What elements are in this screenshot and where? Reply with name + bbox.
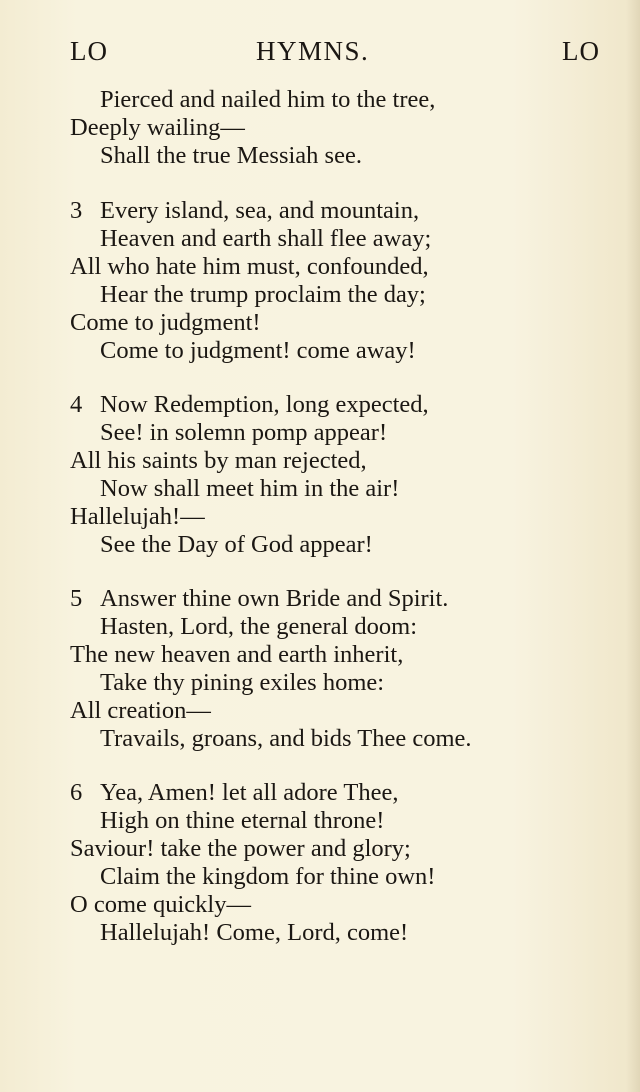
verse-line: Shall the true Messiah see.: [100, 142, 362, 169]
verse-line: Now shall meet him in the air!: [100, 475, 400, 502]
verse-line: See the Day of God appear!: [100, 531, 373, 558]
page-edge-shadow: [626, 0, 640, 1092]
running-head: [70, 36, 600, 70]
stanza-number: 4: [70, 391, 83, 418]
verse-line: Hear the trump proclaim the day;: [100, 281, 426, 308]
verse-line: Every island, sea, and mountain,: [100, 197, 420, 224]
running-head-title: HYMNS.: [256, 36, 370, 66]
verse-line: All his saints by man rejected,: [70, 447, 367, 474]
stanza-4: [70, 391, 590, 559]
verse-line: Pierced and nailed him to the tree,: [100, 86, 436, 113]
verse-line: All creation—: [70, 697, 211, 724]
verse-line: Yea, Amen! let all adore Thee,: [100, 779, 399, 806]
stanza-number: 6: [70, 779, 83, 806]
verse-line: Saviour! take the power and glory;: [70, 835, 411, 862]
verse-line: Answer thine own Bride and Spirit.: [100, 585, 449, 612]
verse-line: Come to judgment! come away!: [100, 337, 416, 364]
verse-line: Take thy pining exiles home:: [100, 669, 385, 696]
stanza-5: [70, 585, 590, 753]
stanza-6: [70, 779, 590, 947]
verse-line: O come quickly—: [70, 891, 251, 918]
hymn-text: [70, 86, 590, 947]
verse-line: Hallelujah!—: [70, 503, 205, 530]
verse-line: Hallelujah! Come, Lord, come!: [100, 919, 409, 946]
running-head-right: LO: [562, 36, 600, 66]
verse-line: The new heaven and earth inherit,: [70, 641, 404, 668]
verse-line: Travails, groans, and bids Thee come.: [100, 725, 472, 752]
verse-line: Now Redemption, long expected,: [100, 391, 429, 418]
stanza-number: 5: [70, 585, 83, 612]
verse-line: Claim the kingdom for thine own!: [100, 863, 436, 890]
verse-line: See! in solemn pomp appear!: [100, 419, 388, 446]
verse-line: Come to judgment!: [70, 309, 261, 336]
verse-line: High on thine eternal throne!: [100, 807, 385, 834]
stanza-3: [70, 197, 590, 365]
verse-line: Hasten, Lord, the general doom:: [100, 613, 418, 640]
running-head-left: LO: [70, 36, 108, 66]
stanza-continued: [70, 86, 590, 170]
stanza-number: 3: [70, 197, 83, 224]
verse-line: Heaven and earth shall flee away;: [100, 225, 432, 252]
verse-line: Deeply wailing—: [70, 114, 245, 141]
verse-line: All who hate him must, confounded,: [70, 253, 429, 280]
